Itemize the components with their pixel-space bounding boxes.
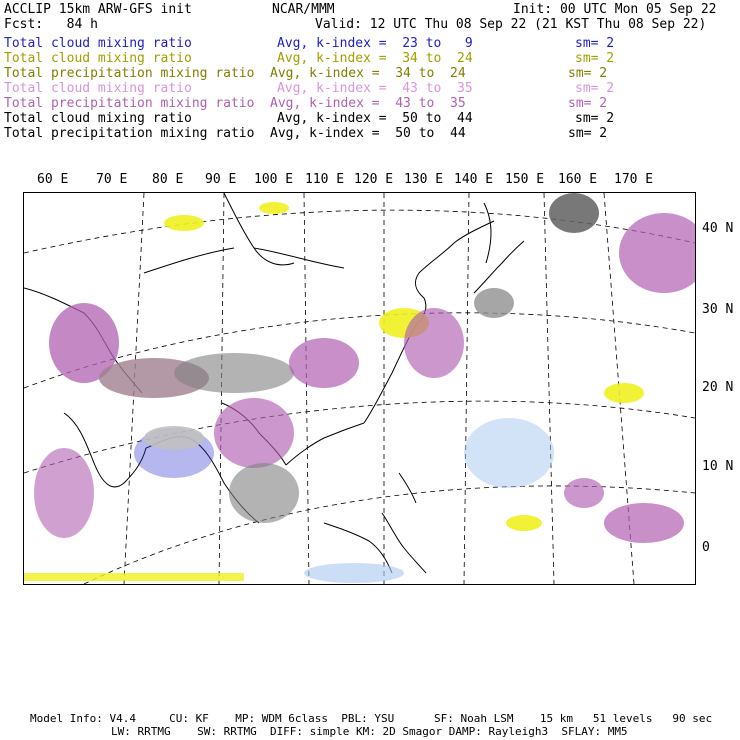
lon-label: 150 E xyxy=(505,172,545,187)
lon-label: 90 E xyxy=(205,172,237,187)
field-range: Avg, k-index = 43 to 35 xyxy=(277,81,473,96)
field-range: Avg, k-index = 43 to 35 xyxy=(270,96,466,111)
field-smoothing: sm= 2 xyxy=(575,51,615,66)
map-panel xyxy=(23,192,696,585)
lon-label: 80 E xyxy=(152,172,184,187)
valid-time: Valid: 12 UTC Thu 08 Sep 22 (21 KST Thu 08 Sep 22) xyxy=(315,17,707,32)
lon-label: 170 E xyxy=(614,172,654,187)
cloud-mixing-field xyxy=(24,193,695,583)
lon-label: 140 E xyxy=(454,172,494,187)
model-info-line2: LW: RRTMG SW: RRTMG DIFF: simple KM: 2D Smagor DAMP: Rayleigh3 SFLAY: MM5 xyxy=(111,725,628,738)
field-smoothing: sm= 2 xyxy=(575,36,615,51)
lon-label: 110 E xyxy=(305,172,345,187)
field-smoothing: sm= 2 xyxy=(568,126,608,141)
model-title: ACCLIP 15km ARW-GFS init xyxy=(4,2,192,17)
lat-label: 40 N xyxy=(702,221,734,236)
lon-label: 60 E xyxy=(37,172,69,187)
model-info-line1: Model Info: V4.4 CU: KF MP: WDM 6class PBL: YSU SF: Noah LSM 15 km 51 levels 90 sec xyxy=(30,712,713,725)
lon-label: 120 E xyxy=(354,172,394,187)
field-range: Avg, k-index = 34 to 24 xyxy=(277,51,473,66)
lat-label: 20 N xyxy=(702,380,734,395)
lon-label: 70 E xyxy=(96,172,128,187)
field-smoothing: sm= 2 xyxy=(568,96,608,111)
lat-label: 30 N xyxy=(702,302,734,317)
init-time: Init: 00 UTC Mon 05 Sep 22 xyxy=(513,2,717,17)
field-name: Total cloud mixing ratio xyxy=(4,111,192,126)
field-name: Total precipitation mixing ratio xyxy=(4,66,255,81)
field-name: Total precipitation mixing ratio xyxy=(4,126,255,141)
lon-label: 160 E xyxy=(558,172,598,187)
field-range: Avg, k-index = 34 to 24 xyxy=(270,66,466,81)
field-smoothing: sm= 2 xyxy=(575,81,615,96)
field-name: Total cloud mixing ratio xyxy=(4,36,192,51)
lat-label: 0 xyxy=(702,540,710,555)
field-smoothing: sm= 2 xyxy=(575,111,615,126)
field-range: Avg, k-index = 50 to 44 xyxy=(270,126,466,141)
field-range: Avg, k-index = 23 to 9 xyxy=(277,36,473,51)
field-name: Total cloud mixing ratio xyxy=(4,51,192,66)
field-smoothing: sm= 2 xyxy=(568,66,608,81)
field-name: Total cloud mixing ratio xyxy=(4,81,192,96)
forecast-map xyxy=(24,193,695,584)
center-label: NCAR/MMM xyxy=(272,2,335,17)
lat-label: 10 N xyxy=(702,459,734,474)
forecast-hour: Fcst: 84 h xyxy=(4,17,98,32)
lon-label: 100 E xyxy=(254,172,294,187)
field-range: Avg, k-index = 50 to 44 xyxy=(277,111,473,126)
field-name: Total precipitation mixing ratio xyxy=(4,96,255,111)
lon-label: 130 E xyxy=(404,172,444,187)
